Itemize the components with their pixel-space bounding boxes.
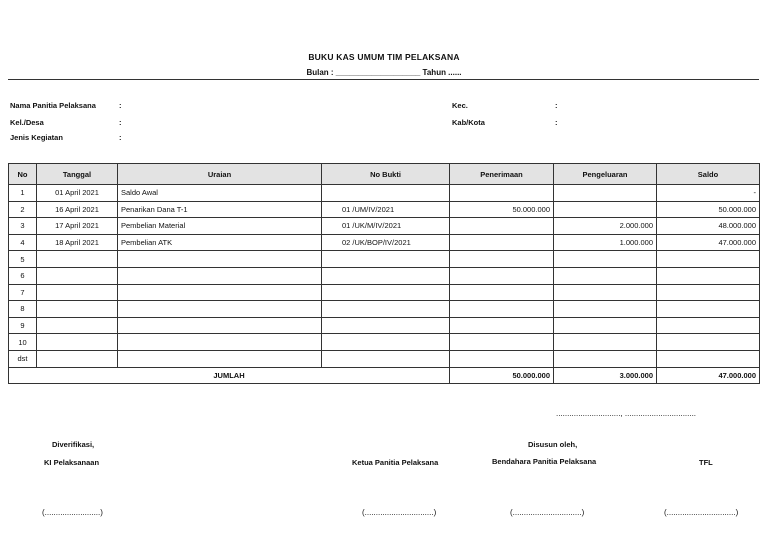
cell-penerimaan [450,251,554,268]
cell-tanggal [37,317,118,334]
cell-no: 5 [9,251,37,268]
cell-uraian [118,301,322,318]
verified-label: Diverifikasi, [52,440,95,449]
table-row [9,251,760,268]
kec-colon: : [555,101,558,110]
cell-pengeluaran [554,350,657,367]
signature-line-tfl: (...............................) [664,508,739,517]
ki-pelaksanaan-title: KI Pelaksanaan [44,458,100,467]
total-penerimaan: 50.000.000 [450,367,554,384]
cell-pengeluaran [554,251,657,268]
cell-no: 7 [9,284,37,301]
cell-saldo: 47.000.000 [657,234,760,251]
cell-no: 9 [9,317,37,334]
cell-no-bukti [322,301,450,318]
kab-kota-label: Kab/Kota [452,118,485,127]
place-date-line: ............................., ................................ [556,409,697,418]
nama-panitia-label: Nama Panitia Pelaksana [10,101,96,110]
cell-no-bukti: 01 /UM/IV/2021 [322,201,450,218]
bendahara-title: Bendahara Panitia Pelaksana [492,457,597,466]
signature-line-ki: (.........................) [42,508,103,517]
cell-no: dst [9,350,37,367]
cell-uraian [118,267,322,284]
signature-line-bendahara: (...............................) [510,508,585,517]
cell-uraian [118,350,322,367]
cell-penerimaan [450,317,554,334]
cell-no: 8 [9,301,37,318]
cell-pengeluaran: 1.000.000 [554,234,657,251]
cell-saldo [657,317,760,334]
cell-pengeluaran [554,334,657,351]
cell-saldo [657,350,760,367]
cell-uraian: Penarikan Dana T-1 [118,201,322,218]
table-row [9,201,760,218]
cell-no-bukti [322,185,450,202]
cell-tanggal [37,334,118,351]
cell-no: 1 [9,185,37,202]
cell-saldo [657,251,760,268]
table-row [9,301,760,318]
cell-saldo [657,334,760,351]
total-saldo: 47.000.000 [657,367,760,384]
cell-penerimaan [450,267,554,284]
kel-desa-colon: : [119,118,122,127]
table-row [9,234,760,251]
ketua-title: Ketua Panitia Pelaksana [352,458,439,467]
total-row [9,367,760,384]
cell-tanggal [37,284,118,301]
table-row [9,317,760,334]
cell-pengeluaran [554,317,657,334]
cell-tanggal [37,350,118,367]
table-row [9,334,760,351]
cell-no: 4 [9,234,37,251]
cell-uraian [118,251,322,268]
cell-penerimaan [450,334,554,351]
table-row [9,218,760,235]
cell-penerimaan [450,284,554,301]
cell-pengeluaran [554,301,657,318]
total-pengeluaran: 3.000.000 [554,367,657,384]
header-divider [8,79,759,80]
table-row [9,284,760,301]
col-header-tanggal: Tanggal [37,164,118,185]
cell-penerimaan [450,185,554,202]
cell-no: 2 [9,201,37,218]
cash-ledger-table [8,163,760,384]
cell-saldo: 48.000.000 [657,218,760,235]
kab-kota-colon: : [555,118,558,127]
table-header-row [9,164,760,185]
cell-pengeluaran [554,201,657,218]
cell-no-bukti: 02 /UK/BOP/IV/2021 [322,234,450,251]
table-row [9,267,760,284]
col-header-no: No [9,164,37,185]
table-row [9,350,760,367]
col-header-uraian: Uraian [118,164,322,185]
cell-no: 10 [9,334,37,351]
cell-penerimaan [450,301,554,318]
tfl-title: TFL [699,458,713,467]
cell-uraian: Saldo Awal [118,185,322,202]
cell-saldo: - [657,185,760,202]
table-row [9,185,760,202]
cell-penerimaan [450,350,554,367]
kec-label: Kec. [452,101,468,110]
col-header-penerimaan: Penerimaan [450,164,554,185]
cell-pengeluaran [554,185,657,202]
cell-no-bukti: 01 /UK/M/IV/2021 [322,218,450,235]
cell-uraian: Pembelian ATK [118,234,322,251]
cell-saldo [657,284,760,301]
kel-desa-label: Kel./Desa [10,118,44,127]
document-title: BUKU KAS UMUM TIM PELAKSANA [308,52,460,62]
nama-panitia-colon: : [119,101,122,110]
cell-pengeluaran: 2.000.000 [554,218,657,235]
cell-penerimaan [450,234,554,251]
cell-saldo: 50.000.000 [657,201,760,218]
period-line: Bulan : ___________________ Tahun ...... [306,68,462,77]
cell-tanggal: 18 April 2021 [37,234,118,251]
prepared-by-label: Disusun oleh, [528,440,578,449]
cell-saldo [657,301,760,318]
total-label: JUMLAH [9,367,450,384]
cell-no: 3 [9,218,37,235]
cell-tanggal [37,267,118,284]
jenis-kegiatan-label: Jenis Kegiatan [10,133,63,142]
cell-no-bukti [322,267,450,284]
cell-no-bukti [322,317,450,334]
cell-saldo [657,267,760,284]
jenis-kegiatan-colon: : [119,133,122,142]
cell-tanggal: 17 April 2021 [37,218,118,235]
cell-tanggal: 01 April 2021 [37,185,118,202]
cell-tanggal [37,251,118,268]
cell-tanggal [37,301,118,318]
cell-uraian [118,334,322,351]
col-header-saldo: Saldo [657,164,760,185]
cell-no-bukti [322,350,450,367]
cell-no: 6 [9,267,37,284]
col-header-pengeluaran: Pengeluaran [554,164,657,185]
cell-no-bukti [322,334,450,351]
cell-uraian [118,284,322,301]
cell-penerimaan: 50.000.000 [450,201,554,218]
cell-pengeluaran [554,284,657,301]
col-header-no-bukti: No Bukti [322,164,450,185]
cell-no-bukti [322,251,450,268]
cell-pengeluaran [554,267,657,284]
cell-uraian [118,317,322,334]
cell-penerimaan [450,218,554,235]
signature-line-ketua: (...............................) [362,508,437,517]
cell-no-bukti [322,284,450,301]
cell-uraian: Pembelian Material [118,218,322,235]
cell-tanggal: 16 April 2021 [37,201,118,218]
